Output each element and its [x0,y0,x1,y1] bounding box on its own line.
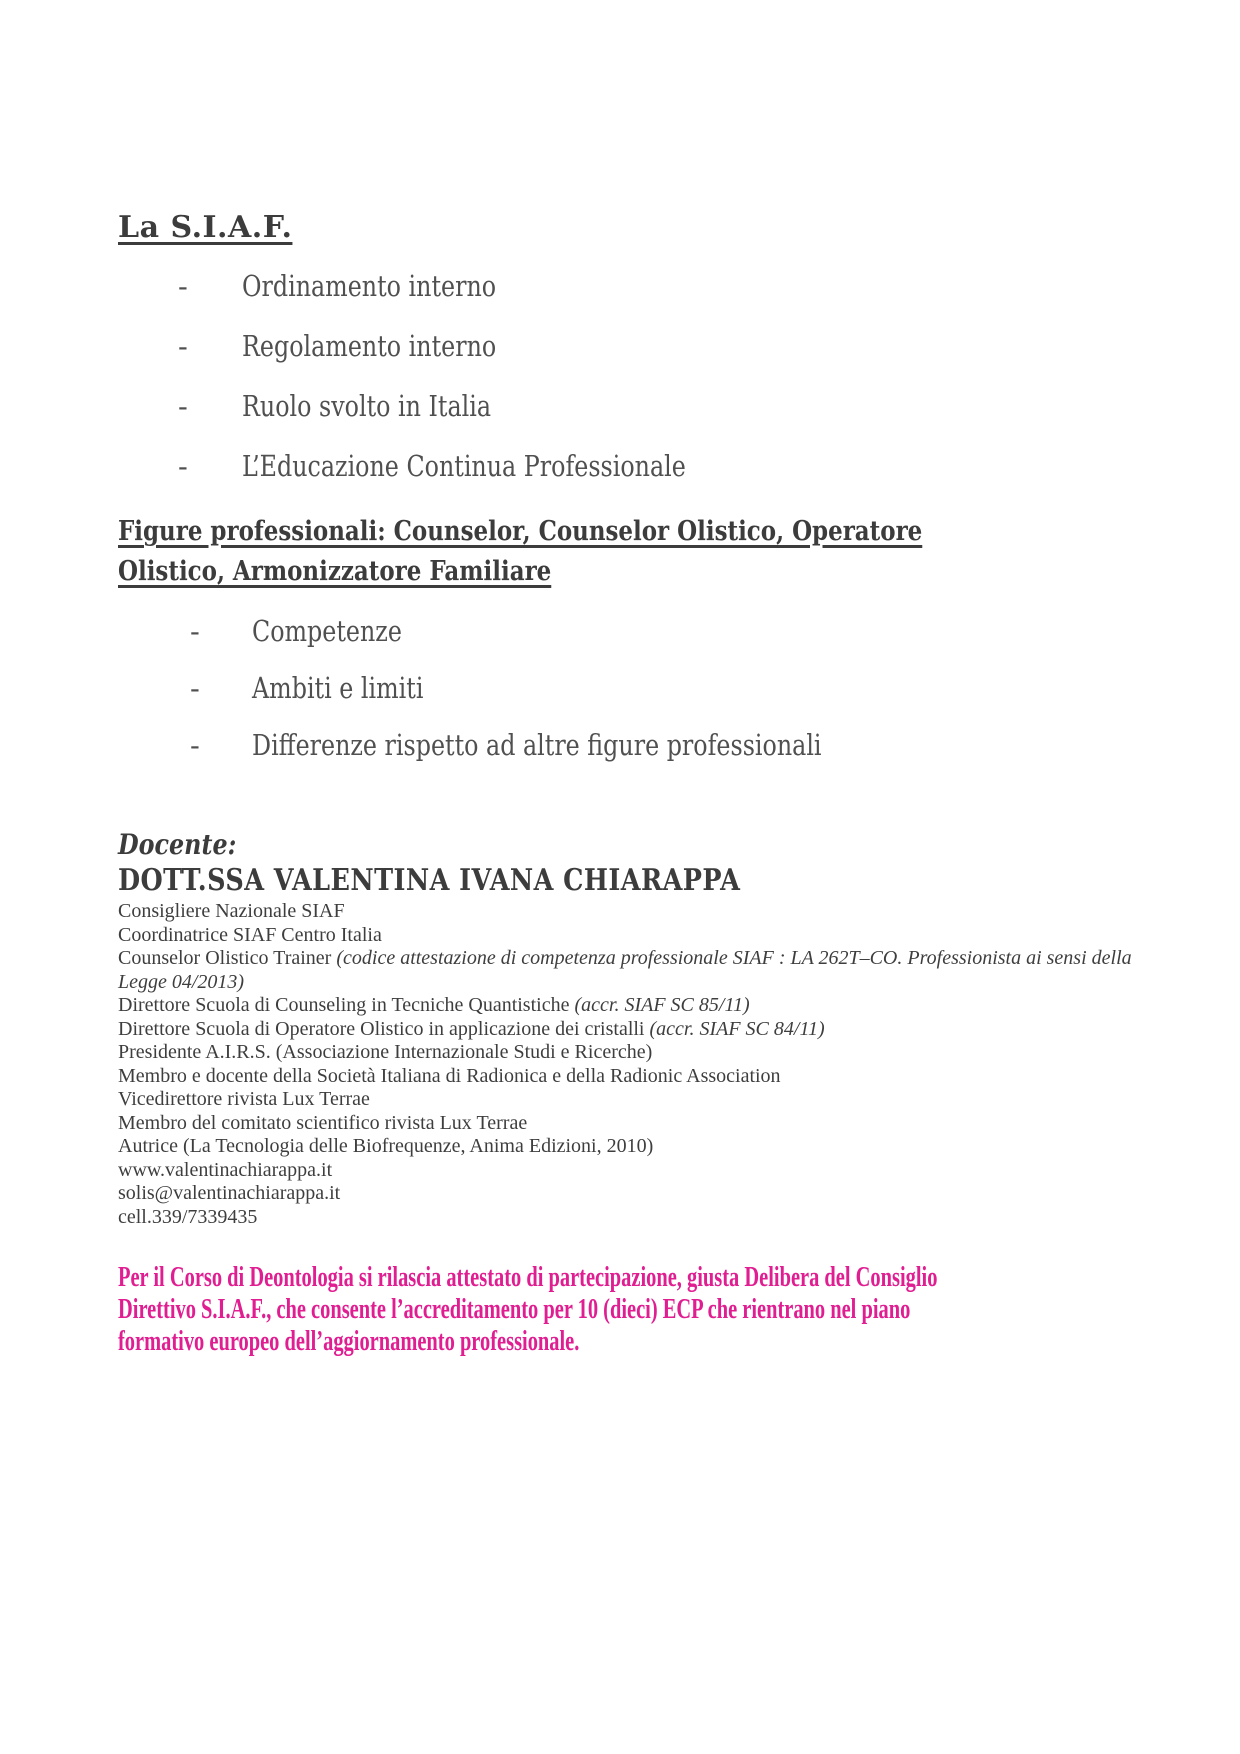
phone-text: cell.339/7339435 [118,1205,258,1228]
list-item [118,728,1140,762]
list-item-text: Regolamento interno [242,329,497,363]
dash-bullet: - [190,671,200,705]
credential-line [118,1206,1140,1230]
credential-text-italic: (codice attestazione di competenza professionale SIAF : LA 262T–CO. Professionista ai sensi della Legge 04/2013) [118,947,1132,993]
credential-text: Vicedirettore rivista Lux Terrae [118,1088,370,1110]
docente-label: Docente: [118,828,237,861]
credential-text: Consigliere Nazionale SIAF [118,900,345,922]
credential-line [118,1041,1140,1065]
list-item-text: Differenze rispetto ad altre figure professionali [252,728,822,762]
list-item [118,329,1140,363]
dash-bullet: - [178,269,188,303]
credential-line [118,1159,1140,1183]
section-title-siaf: La S.I.A.F. [118,210,293,245]
credential-text: Membro del comitato scientifico rivista Lux Terrae [118,1111,528,1134]
credential-line [118,1088,1140,1112]
credential-text-italic: (accr. SIAF SC 85/11) [574,994,750,1016]
docente-credentials [118,900,1140,1229]
dash-bullet: - [190,728,200,762]
docente-name: DOTT.SSA VALENTINA IVANA CHIARAPPA [118,863,741,898]
credential-line [118,1112,1140,1136]
list-item-text: Ruolo svolto in Italia [242,389,492,423]
section-title-figure-professionali: Figure professionali: Counselor, Counselor Olistico, Operatore Olistico, Armonizzatore Familiare [118,516,923,587]
dash-bullet: - [178,329,188,363]
credential-text: Direttore Scuola di Operatore Olistico in applicazione dei cristalli [118,1017,650,1040]
dash-bullet: - [190,614,200,648]
credential-line [118,994,1140,1018]
credential-text: Autrice (La Tecnologia delle Biofrequenze, Anima Edizioni, 2010) [118,1135,654,1157]
notice-line: Direttivo S.I.A.F., che consente l’accreditamento per 10 (dieci) ECP che rientrano nel piano [118,1294,911,1325]
credential-text: Direttore Scuola di Counseling in Tecniche Quantistiche [118,994,575,1016]
figure-topic-list [118,614,1140,762]
email-text: solis@valentinachiarappa.it [118,1182,341,1204]
credential-line [118,1135,1140,1159]
list-item [118,614,1140,648]
credential-line [118,1182,1140,1206]
notice-line: Per il Corso di Deontologia si rilascia attestato di partecipazione, giusta Delibera del Consiglio [118,1262,938,1293]
credential-line [118,924,1140,948]
list-item [118,449,1140,483]
credential-line [118,1065,1140,1089]
list-item [118,671,1140,705]
credential-text: Presidente A.I.R.S. (Associazione Internazionale Studi e Ricerche) [118,1041,653,1063]
website-text: www.valentinachiarappa.it [118,1158,333,1181]
list-item [118,269,1140,303]
ecp-notice [118,1262,1140,1358]
list-item [118,389,1140,423]
credential-text: Coordinatrice SIAF Centro Italia [118,923,382,946]
list-item-text: Competenze [252,614,402,648]
list-item-text: Ordinamento interno [242,269,497,303]
dash-bullet: - [178,389,188,423]
credential-line [118,900,1140,924]
credential-line [118,947,1140,994]
credential-text: Counselor Olistico Trainer [118,947,337,969]
dash-bullet: - [178,449,188,483]
notice-line: formativo europeo dell’aggiornamento professionale. [118,1326,580,1357]
credential-text-italic: (accr. SIAF SC 84/11) [649,1017,825,1040]
siaf-topic-list [118,269,1140,483]
list-item-text: L’Educazione Continua Professionale [242,449,686,483]
list-item-text: Ambiti e limiti [252,671,424,705]
credential-text: Membro e docente della Società Italiana di Radionica e della Radionic Association [118,1064,781,1087]
credential-line [118,1018,1140,1042]
